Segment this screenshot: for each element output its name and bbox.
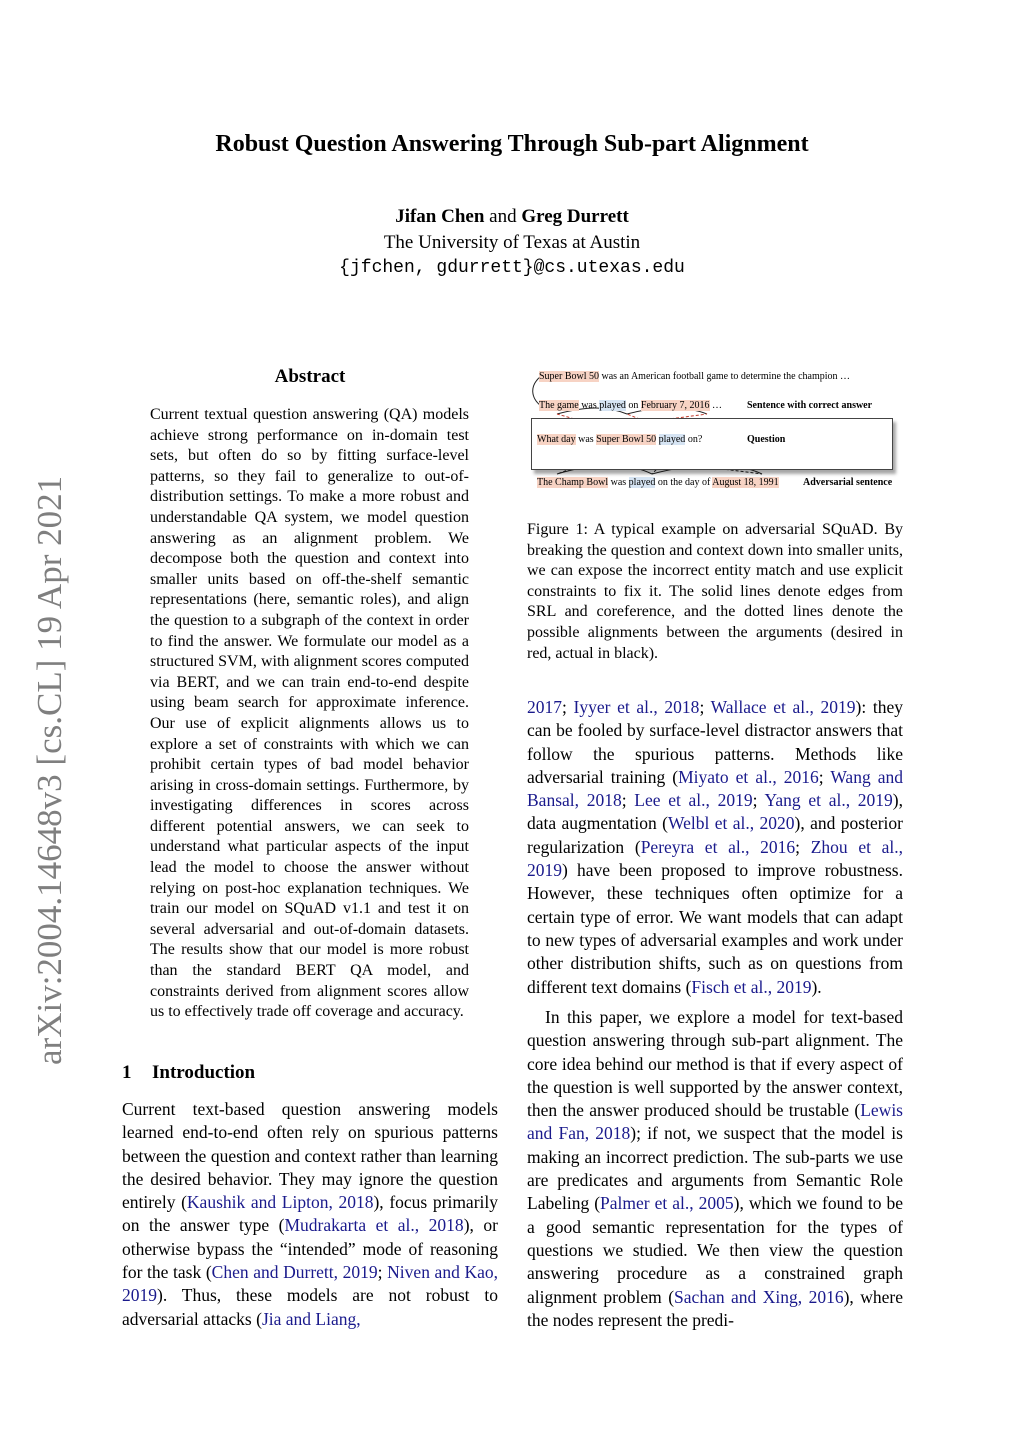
figure-text: was an American football game to determine the champion … bbox=[599, 371, 851, 382]
author-1: Jifan Chen bbox=[395, 206, 485, 227]
figure-text: was bbox=[608, 477, 629, 488]
citation-link[interactable]: Niven and Kao, 2019 bbox=[122, 1262, 498, 1306]
figure-argument: What day bbox=[537, 434, 576, 445]
figure-text: on the day of bbox=[655, 477, 713, 488]
paragraph-text: ), focus primarily on the answer type ( bbox=[122, 1192, 498, 1236]
citation-link[interactable]: Miyato et al., 2016 bbox=[678, 766, 819, 787]
figure-predicate: played bbox=[628, 477, 656, 488]
figure-text: was bbox=[578, 400, 600, 411]
citation-link[interactable]: Wang and Bansal, 2018 bbox=[527, 766, 903, 811]
figure-entity-highlight: Super Bowl 50 bbox=[539, 371, 599, 382]
figure-argument: The Champ Bowl bbox=[537, 477, 609, 488]
citation-link[interactable]: Mudrakarta et al., 2018 bbox=[284, 1215, 464, 1236]
citation-link[interactable]: Kaushik and Lipton, 2018 bbox=[186, 1192, 374, 1213]
paragraph-text: ), where the nodes represent the predi- bbox=[527, 1286, 903, 1330]
citation-link[interactable]: Lewis and Fan, 2018 bbox=[527, 1100, 903, 1144]
section-title: Introduction bbox=[152, 1062, 256, 1083]
paragraph-text: ; bbox=[818, 766, 831, 787]
citation-link[interactable]: Sachan and Xing, 2016 bbox=[674, 1286, 844, 1307]
paragraph-text: ; bbox=[699, 697, 711, 717]
paragraph-text: In this paper, we explore a model for text-based question answering through sub-part alignment. The core idea behind our method is that if every aspect of the question is well supported by the answer context, then the answer produced should be trustable ( bbox=[527, 1007, 903, 1121]
figure-text: … bbox=[709, 400, 723, 411]
figure-question-sentence bbox=[537, 433, 702, 447]
citation-link[interactable]: Jia and Liang, bbox=[261, 1308, 361, 1329]
figure-adversarial-sentence bbox=[537, 476, 779, 490]
paragraph-text: ). bbox=[811, 976, 822, 997]
paragraph-text: ); if not, we suspect that the model is making an incorrect prediction. The sub-parts we use are predicates and arguments from Semantic Role Labeling ( bbox=[527, 1123, 903, 1214]
citation-link[interactable]: 2017 bbox=[527, 697, 562, 717]
authors bbox=[0, 206, 1024, 228]
abstract-body: Current textual question answering (QA) models achieve strong performance on in-domain test sets, but often do so by fitting surface-level patterns, so they fail to generalize to out-of-distribution settings. To make a more robust and understandable QA system, we model question answering as an alignment problem. We decompose both the question and context into smaller units based on off-the-shelf semantic representations (here, semantic roles), and align the question to a subgraph of the context in order to find the answer. We formulate our model as a structured SVM, with alignment scores computed via BERT, and we can train end-to-end despite using beam search for approximate inference. Our use of explicit alignments allows us to explore a set of constraints with which we can prohibit certain types of bad model behavior arising in cross-domain settings. Furthermore, by investigating differences in scores across different potential answers, we can seek to understand what particular aspects of the input lead the model to choose the answer without relying on post-hoc explanation techniques. We train our model on SQuAD v1.1 and test it on several adversarial and out-of-domain datasets. The results show that our model is more robust than the standard BERT QA model, and constraints derived from alignment scores allow us to effectively trade off coverage and accuracy. bbox=[150, 406, 469, 1021]
paragraph-text: ; bbox=[621, 790, 635, 811]
paragraph-text: ) have been proposed to improve robustness. However, these techniques often optimize for a certain type of error. We want models that can adapt to new types of adversarial examples and work under other distribution shifts, such as on questions from different text domains ( bbox=[527, 860, 903, 997]
citation-link[interactable]: Palmer et al., 2005 bbox=[600, 1193, 734, 1214]
abstract-heading: Abstract bbox=[274, 366, 346, 387]
figure-1-caption: Figure 1: A typical example on adversarial SQuAD. By breaking the question and context down into smaller units, we can expose the incorrect entity match and use explicit constraints to fix it. The solid lines denote edges from SRL and coreference, and the dotted lines denote the possible alignments between the arguments (desired in red, actual in black). bbox=[527, 521, 903, 662]
citation-link[interactable]: Fisch et al., 2019 bbox=[691, 976, 812, 997]
intro-paragraph-1-continued bbox=[527, 696, 903, 999]
figure-text: was bbox=[575, 434, 597, 445]
figure-label-question: Question bbox=[747, 434, 786, 445]
citation-link[interactable]: Wallace et al., 2019 bbox=[710, 697, 856, 717]
citation-link[interactable]: Iyyer et al., 2018 bbox=[573, 697, 700, 717]
citation-link[interactable]: Chen and Durrett, 2019 bbox=[211, 1262, 378, 1283]
paragraph-text: ; bbox=[377, 1262, 388, 1283]
author-2: Greg Durrett bbox=[521, 206, 629, 227]
intro-paragraph-2 bbox=[527, 1006, 903, 1332]
figure-text: on? bbox=[685, 434, 703, 445]
paragraph-text: ), data augmentation ( bbox=[527, 790, 903, 834]
figure-predicate: played bbox=[658, 434, 686, 445]
figure-argument: Super Bowl 50 bbox=[596, 434, 657, 445]
paper-title: Robust Question Answering Through Sub-part Alignment bbox=[215, 131, 809, 157]
paragraph-text: ), which we found to be a good semantic representation for the types of questions we studied. We then view the question answering procedure as a constrained graph alignment problem ( bbox=[527, 1193, 903, 1307]
affiliation: The University of Texas at Austin bbox=[383, 232, 641, 253]
figure-1 bbox=[527, 362, 907, 497]
figure-predicate: played bbox=[599, 400, 626, 411]
paragraph-text: ; bbox=[562, 697, 574, 717]
paragraph-text: ), or otherwise bypass the “intended” mode of reasoning for the task ( bbox=[122, 1215, 498, 1283]
figure-argument: February 7, 2016 bbox=[640, 400, 710, 411]
paragraph-text: ), and posterior regularization ( bbox=[527, 813, 903, 857]
section-heading-introduction bbox=[122, 1062, 255, 1084]
citation-link[interactable]: Yang et al., 2019 bbox=[764, 790, 893, 811]
citation-link[interactable]: Lee et al., 2019 bbox=[634, 790, 753, 811]
citation-link[interactable]: Zhou et al., 2019 bbox=[527, 836, 903, 881]
paragraph-text: Current text-based question answering models learned end-to-end often rely on spurious patterns between the question and context rather than learning the desired behavior. They may ignore the question entirely ( bbox=[122, 1099, 498, 1213]
paragraph-text: ): they can be fooled by surface-level distractor answers that follow the spurious patterns. Methods like adversarial training ( bbox=[527, 697, 904, 787]
author-email[interactable]: {jfchen, gdurrett}@cs.utexas.edu bbox=[339, 258, 685, 278]
section-number: 1 bbox=[122, 1062, 132, 1083]
figure-label-adversarial: Adversarial sentence bbox=[803, 477, 893, 488]
author-and: and bbox=[489, 206, 517, 227]
paragraph-text: ; bbox=[795, 836, 811, 857]
citation-link[interactable]: Welbl et al., 2020 bbox=[668, 813, 795, 834]
citation-link[interactable]: Pereyra et al., 2016 bbox=[640, 836, 796, 857]
paragraph-text: ; bbox=[752, 790, 765, 811]
figure-context-sentence-1 bbox=[539, 370, 850, 384]
arxiv-identifier: arXiv:2004.14648v3 [cs.CL] 19 Apr 2021 bbox=[30, 475, 69, 1065]
intro-paragraph-1 bbox=[122, 1098, 498, 1331]
figure-text: on bbox=[625, 400, 641, 411]
figure-label-correct: Sentence with correct answer bbox=[747, 400, 873, 411]
paragraph-text: ). Thus, these models are not robust to adversarial attacks ( bbox=[122, 1285, 498, 1329]
figure-correct-sentence bbox=[539, 399, 722, 413]
figure-argument: The game bbox=[539, 400, 579, 411]
figure-argument: August 18, 1991 bbox=[712, 477, 779, 488]
